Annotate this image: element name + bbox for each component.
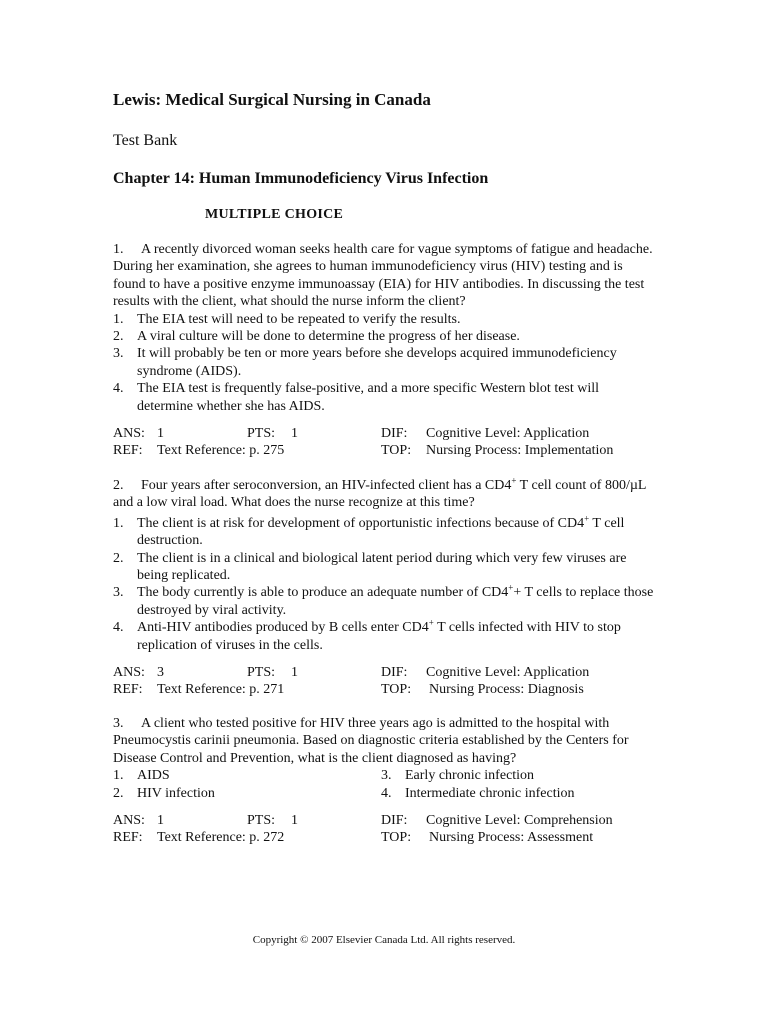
option-number: 1. [113,515,124,531]
option-number: 4. [381,785,392,801]
top-value: Nursing Process: Assessment [429,830,594,846]
option-text: AIDS [137,768,170,784]
answer-option [113,515,658,550]
superscript: + [428,617,434,628]
option-text-cont: + T cells to replace those destroyed by viral activity. [137,585,654,618]
question-3 [113,715,658,847]
option-text: HIV infection [137,785,215,801]
ans-label: ANS: [113,813,145,829]
answer-metadata [113,664,658,699]
pts-label: PTS: [247,665,276,681]
question-text: Four years after seroconversion, an HIV-infected client has a CD4 [141,478,512,493]
answer-option [113,328,658,345]
question-stem [113,477,658,512]
document-subtitle: Test Bank [113,132,178,149]
answer-options [113,515,658,654]
ref-value: Text Reference: p. 275 [157,443,285,459]
section-heading: MULTIPLE CHOICE [205,207,344,222]
pts-value: 1 [291,813,298,829]
pts-label: PTS: [247,426,276,442]
option-number: 2. [113,785,124,801]
option-number: 1. [113,311,124,327]
option-text: The client is in a clinical and biological latent period during which very few viruses are being replicated. [137,550,627,584]
answer-metadata [113,812,658,847]
question-number: 1. [113,242,124,257]
copyright-footer: Copyright © 2007 Elsevier Canada Ltd. All rights reserved. [252,934,516,946]
superscript: + [508,582,514,593]
pts-value: 1 [291,665,298,681]
answer-option [113,345,658,380]
ans-value: 3 [157,665,164,681]
dif-value: Cognitive Level: Comprehension [426,813,613,829]
ref-value: Text Reference: p. 271 [157,682,285,698]
answer-option [113,380,658,415]
pts-value: 1 [291,426,298,442]
option-text: A viral culture will be done to determine the progress of her disease. [137,329,520,345]
question-stem [113,715,658,767]
option-number: 3. [113,585,124,601]
top-label: TOP: [381,682,412,698]
question-text: A recently divorced woman seeks health care for vague symptoms of fatigue and headache. During her examination, she agrees to human immunodeficiency virus (HIV) testing and is found to have a positive enzyme immunoassay (EIA) for HIV antibodies. In discussing the test results with the client, what should the nurse inform the client? [113,242,653,310]
option-text: The body currently is able to produce an adequate number of CD4 [137,585,509,601]
option-text: Early chronic infection [405,768,535,784]
option-number: 4. [113,381,124,397]
dif-label: DIF: [381,426,408,442]
question-number: 2. [113,478,124,493]
dif-label: DIF: [381,665,408,681]
answer-option [113,550,658,585]
question-text-cont: T cell count of 800/µL and a low viral load. What does the nurse recognize at this time? [113,478,646,511]
ref-value: Text Reference: p. 272 [157,830,285,846]
option-text: It will probably be ten or more years before she develops acquired immunodeficiency syndrome (AIDS). [137,346,617,379]
answer-option [113,584,658,619]
option-text: The client is at risk for development of opportunistic infections because of CD4 [137,515,585,531]
option-text: The EIA test is frequently false-positive, and a more specific Western blot test will determine whether she has AIDS. [137,381,600,414]
book-title: Lewis: Medical Surgical Nursing in Canada [113,90,431,109]
ref-label: REF: [113,443,143,459]
question-1 [113,241,658,460]
ans-label: ANS: [113,665,145,681]
question-2 [113,477,658,699]
option-text-cont: T cells infected with HIV to stop replication of viruses in the cells. [137,620,621,653]
answer-options [113,767,658,802]
superscript: + [511,475,517,486]
ref-label: REF: [113,830,143,846]
answer-option [381,767,641,784]
option-text: Intermediate chronic infection [405,785,575,801]
option-text: Anti-HIV antibodies produced by B cells enter CD4 [137,620,429,636]
top-label: TOP: [381,830,412,846]
top-value: Nursing Process: Implementation [426,443,614,459]
option-number: 1. [113,768,124,784]
option-number: 2. [113,329,124,345]
answer-option [113,311,658,328]
chapter-heading: Chapter 14: Human Immunodeficiency Virus Infection [113,170,489,187]
top-label: TOP: [381,443,412,459]
ans-value: 1 [157,426,164,442]
answer-options [113,311,658,415]
option-number: 2. [113,550,124,566]
answer-option [381,785,641,802]
option-text: The EIA test will need to be repeated to verify the results. [137,311,461,327]
ans-value: 1 [157,813,164,829]
question-text: A client who tested positive for HIV three years ago is admitted to the hospital with Pneumocystis carinii pneumonia. Based on diagnostic criteria established by the Centers for Disease Control and Prevention, what is the client diagnosed as having? [113,716,629,766]
ans-label: ANS: [113,426,145,442]
dif-label: DIF: [381,813,408,829]
answer-option [113,767,381,784]
superscript: + [584,513,590,524]
question-number: 3. [113,716,124,731]
dif-value: Cognitive Level: Application [426,426,590,442]
question-stem [113,241,658,311]
answer-metadata [113,425,658,460]
top-value: Nursing Process: Diagnosis [429,682,584,698]
pts-label: PTS: [247,813,276,829]
dif-value: Cognitive Level: Application [426,665,590,681]
option-number: 4. [113,620,124,636]
answer-option [113,785,381,802]
option-number: 3. [381,768,392,784]
option-text-cont: T cell destruction. [137,515,625,549]
option-number: 3. [113,346,124,362]
ref-label: REF: [113,682,143,698]
answer-option [113,619,658,654]
